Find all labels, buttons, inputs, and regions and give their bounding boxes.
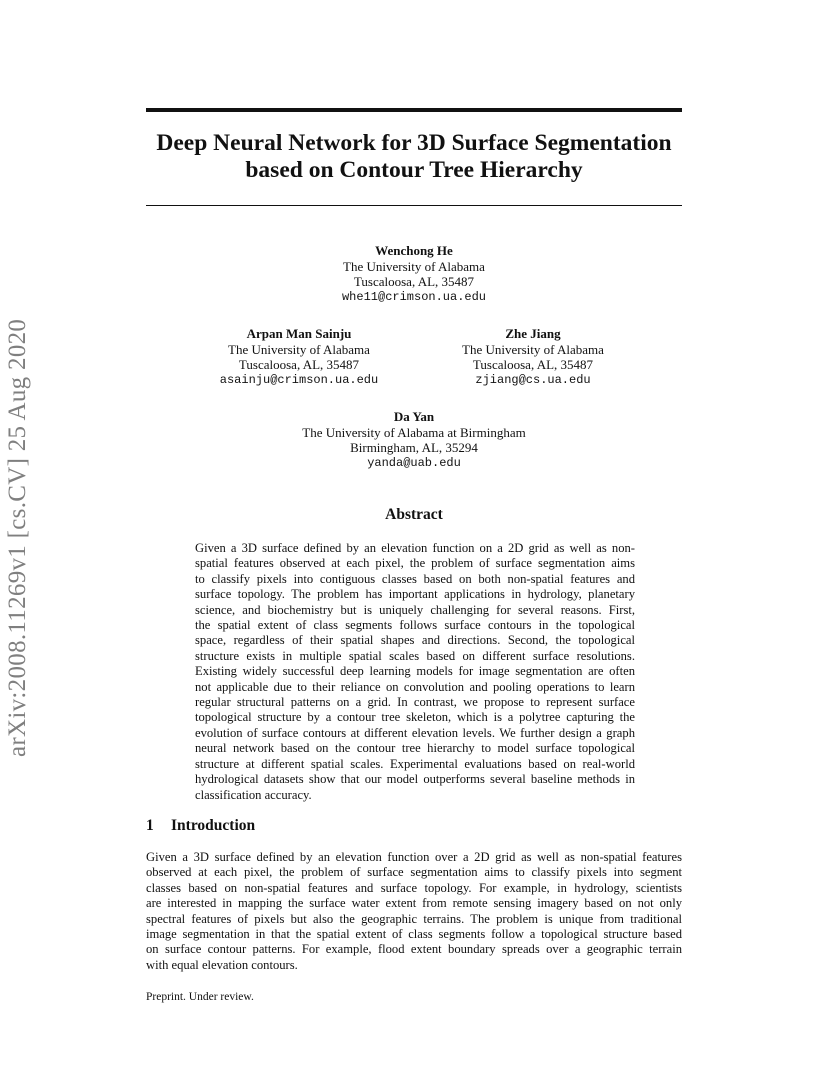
abstract-line: science, and biochemistry but is uniquely challenging for several reasons. First, xyxy=(195,602,635,617)
author-name: Da Yan xyxy=(393,409,435,424)
abstract-line: regular structural patterns on a grid. In contrast, we propose to represent surface xyxy=(195,695,635,710)
abstract-body xyxy=(195,541,635,803)
abstract-line: Given a 3D surface defined by an elevation function on a 2D grid as well as non- xyxy=(195,541,635,555)
intro-line: on surface contour patterns. For example, flood extent boundary spreads over a geographic terrain xyxy=(146,942,682,957)
author-address: Tuscaloosa, AL, 35487 xyxy=(353,274,475,289)
author-address: Birmingham, AL, 35294 xyxy=(350,440,478,455)
abstract-line: hydrological datasets show that our model outperforms several baseline methods in xyxy=(195,772,635,787)
author-affiliation: The University of Alabama at Birmingham xyxy=(302,424,526,440)
abstract-line: Existing widely successful deep learning models for image segmentation are often xyxy=(195,664,635,679)
author-email: asainju@crimson.ua.edu xyxy=(219,372,379,387)
author-address: Tuscaloosa, AL, 35487 xyxy=(238,357,360,372)
introduction-body xyxy=(146,850,682,973)
intro-line: are interested in mapping the surface water extent from remote sensing imagery based on not only xyxy=(146,896,682,911)
abstract-line: the spatial extent of class segments follows surface contours in the topological xyxy=(195,618,635,633)
abstract-line: spatial features observed at each pixel, the problem of surface segmentation aims xyxy=(195,556,635,571)
intro-line: classes based on non-spatial features and surface topology. For example, in hydrology, scientists xyxy=(146,880,682,895)
author-block-4 xyxy=(264,409,564,471)
author-email: yanda@uab.edu xyxy=(367,455,461,470)
abstract-line: topological structure by a contour tree skeleton, which is a polytree capturing the xyxy=(195,710,635,725)
preprint-footer: Preprint. Under review. xyxy=(146,991,254,1003)
paper-title xyxy=(146,130,682,184)
title-line: Deep Neural Network for 3D Surface Segmentation xyxy=(156,130,672,156)
author-affiliation: The University of Alabama xyxy=(343,258,485,274)
author-block-1 xyxy=(264,243,564,305)
author-block-2 xyxy=(199,326,399,388)
abstract-heading: Abstract xyxy=(385,506,443,523)
author-name: Wenchong He xyxy=(375,243,453,258)
intro-line: observed at each pixel, the problem of surface segmentation aims to classify pixels into segment xyxy=(146,865,682,880)
section-title: Introduction xyxy=(171,817,256,834)
intro-line: Given a 3D surface defined by an elevation function over a 2D grid as well as non-spatial features xyxy=(146,850,682,864)
title-line: based on Contour Tree Hierarchy xyxy=(245,157,583,183)
abstract-line: classification accuracy. xyxy=(195,787,312,802)
section-number: 1 xyxy=(146,817,154,834)
abstract-line: evolution of surface contours at different elevation levels. We further design a graph xyxy=(195,725,635,740)
author-name: Zhe Jiang xyxy=(505,326,561,341)
intro-line: with equal elevation contours. xyxy=(146,957,298,972)
author-address: Tuscaloosa, AL, 35487 xyxy=(472,357,594,372)
abstract-line: structure exists in multiple spatial scales based on different surface resolutions. xyxy=(195,648,635,663)
arxiv-identifier: arXiv:2008.11269v1 [cs.CV] 25 Aug 2020 xyxy=(4,318,31,757)
author-affiliation: The University of Alabama xyxy=(228,341,370,357)
author-email: whe11@crimson.ua.edu xyxy=(341,289,487,304)
abstract-line: space, regardless of their spatial shapes and directions. Second, the topological xyxy=(195,633,635,648)
author-name: Arpan Man Sainju xyxy=(246,326,352,341)
title-top-rule xyxy=(146,108,682,112)
intro-line: image segmentation in that the spatial extent of class segments follow a topological structure based xyxy=(146,927,682,942)
title-bottom-rule xyxy=(146,205,682,206)
author-email: zjiang@cs.ua.edu xyxy=(475,372,591,387)
intro-line: spectral features of pixels but also the geographic terrains. The problem is unique from traditional xyxy=(146,911,682,926)
author-block-3 xyxy=(433,326,633,388)
abstract-line: not applicable due to their reliance on convolution and pooling operations to learn xyxy=(195,679,635,694)
abstract-line: neural network based on the contour tree hierarchy to model surface topological xyxy=(195,741,635,756)
abstract-line: to classify pixels into contiguous classes based on both non-spatial features and xyxy=(195,571,635,586)
abstract-line: surface topology. The problem has important applications in hydrology, planetary xyxy=(195,587,635,602)
abstract-line: structure at different spatial scales. Experimental evaluations based on real-world xyxy=(195,756,635,771)
section-heading-introduction xyxy=(146,817,255,835)
author-affiliation: The University of Alabama xyxy=(462,341,604,357)
